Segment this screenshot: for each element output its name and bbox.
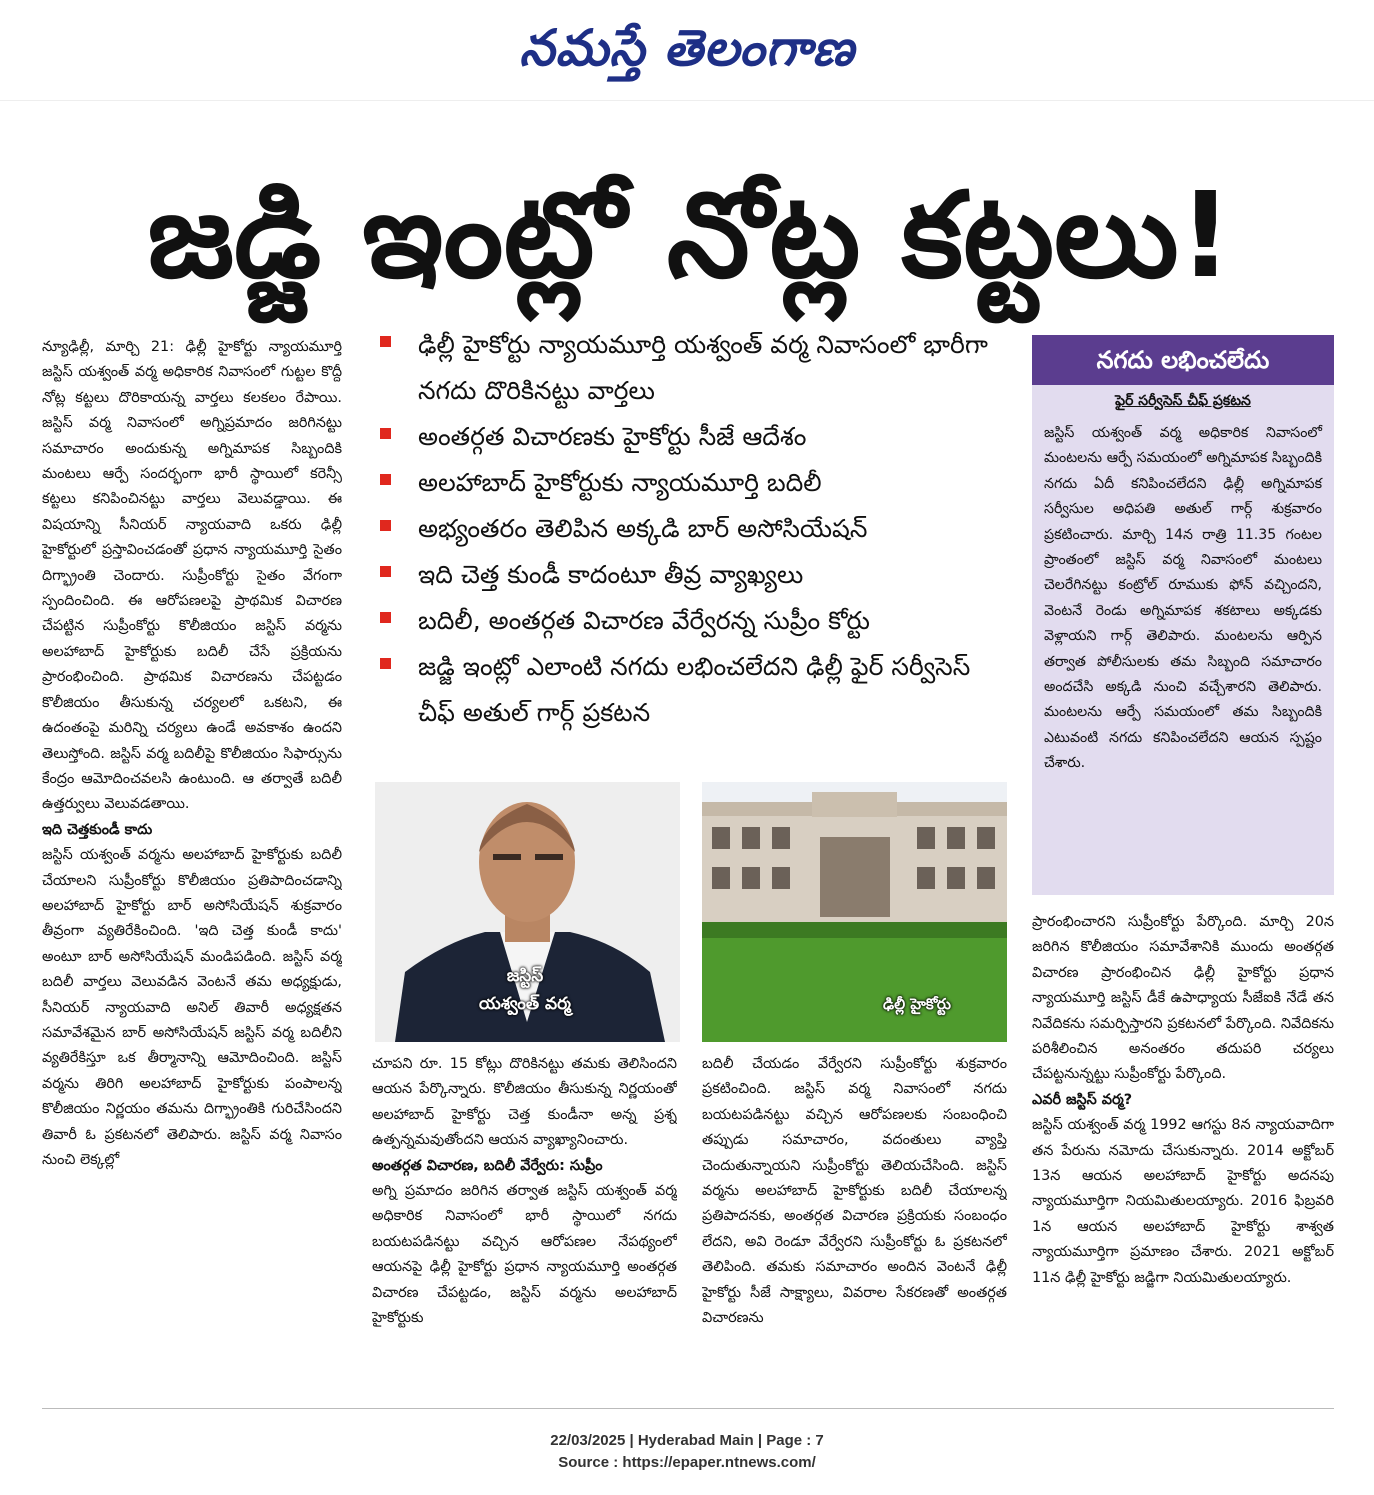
sidebar-box (1032, 335, 1334, 895)
highlight-text: జడ్జి ఇంట్లో ఎలాంటి నగదు లభించలేదని ఢిల్లీ ఫైర్ సర్వీసెస్ చీఫ్ అతుల్ గార్గ్ ప్రకటన (418, 652, 971, 727)
bullet-square-icon (380, 612, 391, 623)
sidebar-box-title: నగదు లభించలేదు (1032, 335, 1334, 385)
masthead-logo: నమస్తే తెలంగాణ (519, 19, 855, 77)
article-paragraph: అగ్ని ప్రమాదం జరిగిన తర్వాత జస్టిస్ యశ్వంత్ వర్మ అధికారిక నివాసంలో భారీ స్థాయిలో నగదు బయటపడినట్టు వచ్చిన ఆరోపణల నేపథ్యంలో ఆయనపై ఢిల్లీ హైకోర్టు ప్రధాన న్యాయమూర్తి అంతర్గత విచారణ చేపట్టడం, జస్టిస్ వర్మను అలహాబాద్ హైకోర్టుకు (372, 1183, 677, 1327)
article-column-3 (702, 1052, 1007, 1392)
highlight-text: అంతర్గత విచారణకు హైకోర్టు సీజే ఆదేశం (418, 422, 807, 451)
footer-divider (42, 1408, 1334, 1409)
page-footer (0, 1430, 1374, 1474)
article-paragraph: ప్రారంభించారని సుప్రీంకోర్టు పేర్కొంది. మార్చి 20న జరిగిన కొలీజియం సమావేశానికి ముందు అంతర్గత విచారణ ప్రారంభించిన ఢిల్లీ హైకోర్టు ప్రధాన న్యాయమూర్తి జస్టిస్ డీకే ఉపాధ్యాయ సీజేఐకి నేడే తన నివేదికను సమర్పిస్తారని ప్రకటనలో పేర్కొంది. నివేదికను పరిశీలించిన అనంతరం తదుపరి చర్యలు చేపట్టనున్నట్టు సుప్రీంకోర్టు పేర్కొంది. (1032, 914, 1334, 1083)
article-column-1 (42, 335, 342, 1395)
section-subhead: ఇది చెత్తకుండీ కాదు (42, 821, 153, 838)
bullet-square-icon (380, 520, 391, 531)
sidebar-box-body: జస్టిస్ యశ్వంత్ వర్మ అధికారిక నివాసంలో మంటలను ఆర్పే సమయంలో అగ్నిమాపక సిబ్బందికి నగదు ఏదీ కనిపించలేదని ఢిల్లీ అగ్నిమాపక సర్వీసుల అధిపతి అతుల్ గార్గ్ శుక్రవారం ప్రకటించారు. మార్చి 14న రాత్రి 11.35 గంటల ప్రాంతంలో జస్టిస్ వర్మ నివాసంలో మంటలు చెలరేగినట్టు కంట్రోల్ రూముకు ఫోన్ వచ్చిందని, వెంటనే రెండు అగ్నిమాపక శకటాలు అక్కడకు వెళ్లాయని గార్గ్ తెలిపారు. మంటలను ఆర్పిన తర్వాత పోలీసులకు తమ సిబ్బంది సమాచారం అందచేసి అక్కడి నుంచి వచ్చేశారని తెలిపారు. మంటలను ఆర్పే సమయంలో తమ సిబ్బందికి ఎటువంటి నగదు కనిపించలేదని ఆయన స్పష్టం చేశారు. (1044, 425, 1322, 772)
judge-photo (375, 782, 680, 1042)
photo-caption: ఢిల్లీ హైకోర్టు (883, 995, 951, 1013)
article-paragraph: జస్టిస్ యశ్వంత్ వర్మ 1992 ఆగస్టు 8న న్యాయవాదిగా తన పేరును నమోదు చేసుకున్నారు. 2014 అక్టోబర్ 13న ఆయన అలహాబాద్ హైకోర్టు అదనపు న్యాయమూర్తిగా నియమితులయ్యారు. 2016 ఫిబ్రవరి 1న ఆయన అలహాబాద్ హైకోర్టు శాశ్వత న్యాయమూర్తిగా ప్రమాణం చేశారు. 2021 అక్టోబర్ 11న ఢిల్లీ హైకోర్టు జడ్జిగా నియమితులయ్యారు. (1032, 1117, 1334, 1286)
court-photo (702, 782, 1007, 1042)
bullet-square-icon (380, 566, 391, 577)
bullet-square-icon (380, 474, 391, 485)
article-paragraph: చూపని రూ. 15 కోట్లు దొరికినట్టు తమకు తెలిసిందని ఆయన పేర్కొన్నారు. కొలీజియం తీసుకున్న నిర్ణయంతో అలహాబాద్ హైకోర్టు చెత్త కుండీనా అన్న ప్రశ్న ఉత్పన్నమవుతోందని ఆయన వ్యాఖ్యానించారు. (372, 1056, 677, 1149)
article-paragraph: జస్టిస్ యశ్వంత్ వర్మను అలహాబాద్ హైకోర్టుకు బదిలీ చేయాలని సుప్రీంకోర్టు కొలీజియం ప్రతిపాదించడాన్ని అలహాబాద్ హైకోర్టు బార్ అసోసియేషన్ శుక్రవారం తీవ్రంగా వ్యతిరేకించింది. 'ఇది చెత్త కుండీ కాదు' అంటూ బార్ అసోసియేషన్ మండిపడింది. జస్టిస్ వర్మ బదిలీ వార్తలు వెలువడిన వెంటనే తమ అధ్యక్షుడు, సీనియర్ న్యాయవాది అనిల్ తివారీ అధ్యక్షతన సమావేశమైన బార్ అసోసియేషన్ జస్టిస్ వర్మ బదిలీని వ్యతిరేకిస్తూ ఒక తీర్మానాన్ని ఆమోదించింది. జస్టిస్ వర్మను తిరిగి అలహాబాద్ హైకోర్టుకు పంపాలన్న కొలీజియం నిర్ణయం తమను దిగ్భ్రాంతికి గురిచేసిందని తివారీ ఓ ప్రకటనలో తెలిపారు. జస్టిస్ వర్మ నివాసం నుంచి లెక్కల్లో (42, 847, 342, 1168)
page-headline: జడ్జి ఇంట్లో నోట్ల కట్టలు! (147, 166, 1233, 304)
highlight-text: ఢిల్లీ హైకోర్టు న్యాయమూర్తి యశ్వంత్ వర్మ నివాసంలో భారీగా నగదు దొరికినట్టు వార్తలు (418, 330, 988, 405)
highlight-text: అలహాబాద్ హైకోర్టుకు న్యాయమూర్తి బదిలీ (418, 468, 822, 497)
bullet-square-icon (380, 658, 391, 669)
article-column-2 (372, 1052, 677, 1392)
highlight-text: అభ్యంతరం తెలిపిన అక్కడి బార్ అసోసియేషన్ (418, 514, 868, 543)
highlight-text: ఇది చెత్త కుండీ కాదంటూ తీవ్ర వ్యాఖ్యలు (418, 560, 804, 589)
highlight-item (372, 598, 1012, 644)
article-paragraph: బదిలీ చేయడం వేర్వేరని సుప్రీంకోర్టు శుక్రవారం ప్రకటించింది. జస్టిస్ వర్మ నివాసంలో నగదు బయటపడినట్టు వచ్చిన ఆరోపణలకు సంబంధించి తప్పుడు సమాచారం, వదంతులు వ్యాప్తి చెందుతున్నాయని సుప్రీంకోర్టు తెలియచేసింది. జస్టిస్ వర్మను అలహాబాద్ హైకోర్టుకు బదిలీ చేయాలన్న ప్రతిపాదనకు, అంతర్గత విచారణ ప్రక్రియకు సంబంధం లేదని, అవి రెండూ వేర్వేరని సుప్రీంకోర్టు ఓ ప్రకటనలో తెలిపింది. తమకు సమాచారం అందిన వెంటనే ఢిల్లీ హైకోర్టు సీజే సాక్ష్యాలు, వివరాల సేకరణతో అంతర్గత విచారణను (702, 1056, 1007, 1327)
masthead-divider (0, 100, 1374, 101)
highlight-item (372, 322, 1012, 414)
footer-source-link[interactable]: Source : https://epaper.ntnews.com/ (558, 1454, 816, 1471)
highlight-item (372, 644, 1012, 736)
highlight-item (372, 552, 1012, 598)
article-paragraph: న్యూఢిల్లీ, మార్చి 21: ఢిల్లీ హైకోర్టు న్యాయమూర్తి జస్టిస్ యశ్వంత్ వర్మ అధికారిక నివాసంలో గుట్టల కొద్దీ నోట్ల కట్టలు దొరికాయన్న వార్తలు కలకలం రేపాయి. జస్టిస్ వర్మ నివాసంలో అగ్నిప్రమాదం జరిగినట్టు సమాచారం అందుకున్న అగ్నిమాపక సిబ్బందికి మంటలు ఆర్పే సందర్భంగా భారీ స్థాయిలో కరెన్సీ కట్టలు కనిపించినట్టు వార్తలు వెలువడ్డాయి. ఈ విషయాన్ని సీనియర్ న్యాయవాది ఒకరు ఢిల్లీ హైకోర్టులో ప్రస్తావించడంతో ప్రధాన న్యాయమూర్తి సైతం దిగ్భ్రాంతి చెందారు. సుప్రీంకోర్టు సైతం వేగంగా స్పందించింది. ఈ ఆరోపణలపై ప్రాథమిక విచారణ చేపట్టిన సుప్రీంకోర్టు కొలీజియం జస్టిస్ వర్మను అలహాబాద్ హైకోర్టుకు బదిలీ చేసే ప్రక్రియను ప్రారంభించింది. ప్రాథమిక విచారణను చేపట్టడం కొలీజియం తీసుకున్న చర్యలలో ఒకటని, ఈ ఉదంతంపై మరిన్ని చర్యలు ఉండే అవకాశం ఉందని తెలుస్తోంది. జస్టిస్ వర్మ బదిలీపై కొలీజియం సిఫార్సును కేంద్రం ఆమోదించవలసి ఉంటుంది. ఆ తర్వాతే బదిలీ ఉత్తర్వులు వెలువడతాయి. (42, 339, 342, 813)
bullet-square-icon (380, 336, 391, 347)
highlight-item (372, 506, 1012, 552)
section-subhead: ఎవరీ జస్టిస్ వర్మ? (1032, 1091, 1133, 1108)
footer-edition-info: 22/03/2025 | Hyderabad Main | Page : 7 (550, 1432, 824, 1449)
article-column-4 (1032, 910, 1334, 1395)
highlight-item (372, 460, 1012, 506)
highlights-list (372, 322, 1012, 767)
highlight-text: బదిలీ, అంతర్గత విచారణ వేర్వేరన్న సుప్రీం కోర్టు (418, 606, 870, 635)
section-subhead: అంతర్గత విచారణ, బదిలీ వేర్వేరు: సుప్రీం (372, 1157, 603, 1174)
bullet-square-icon (380, 428, 391, 439)
sidebar-box-subtitle: ఫైర్ సర్వీసెస్ చీఫ్ ప్రకటన (1115, 393, 1251, 409)
highlight-item (372, 414, 1012, 460)
photo-caption-line2: యశ్వంత్ వర్మ (479, 994, 571, 1014)
photo-caption-line1: జస్టిస్ (506, 966, 544, 986)
